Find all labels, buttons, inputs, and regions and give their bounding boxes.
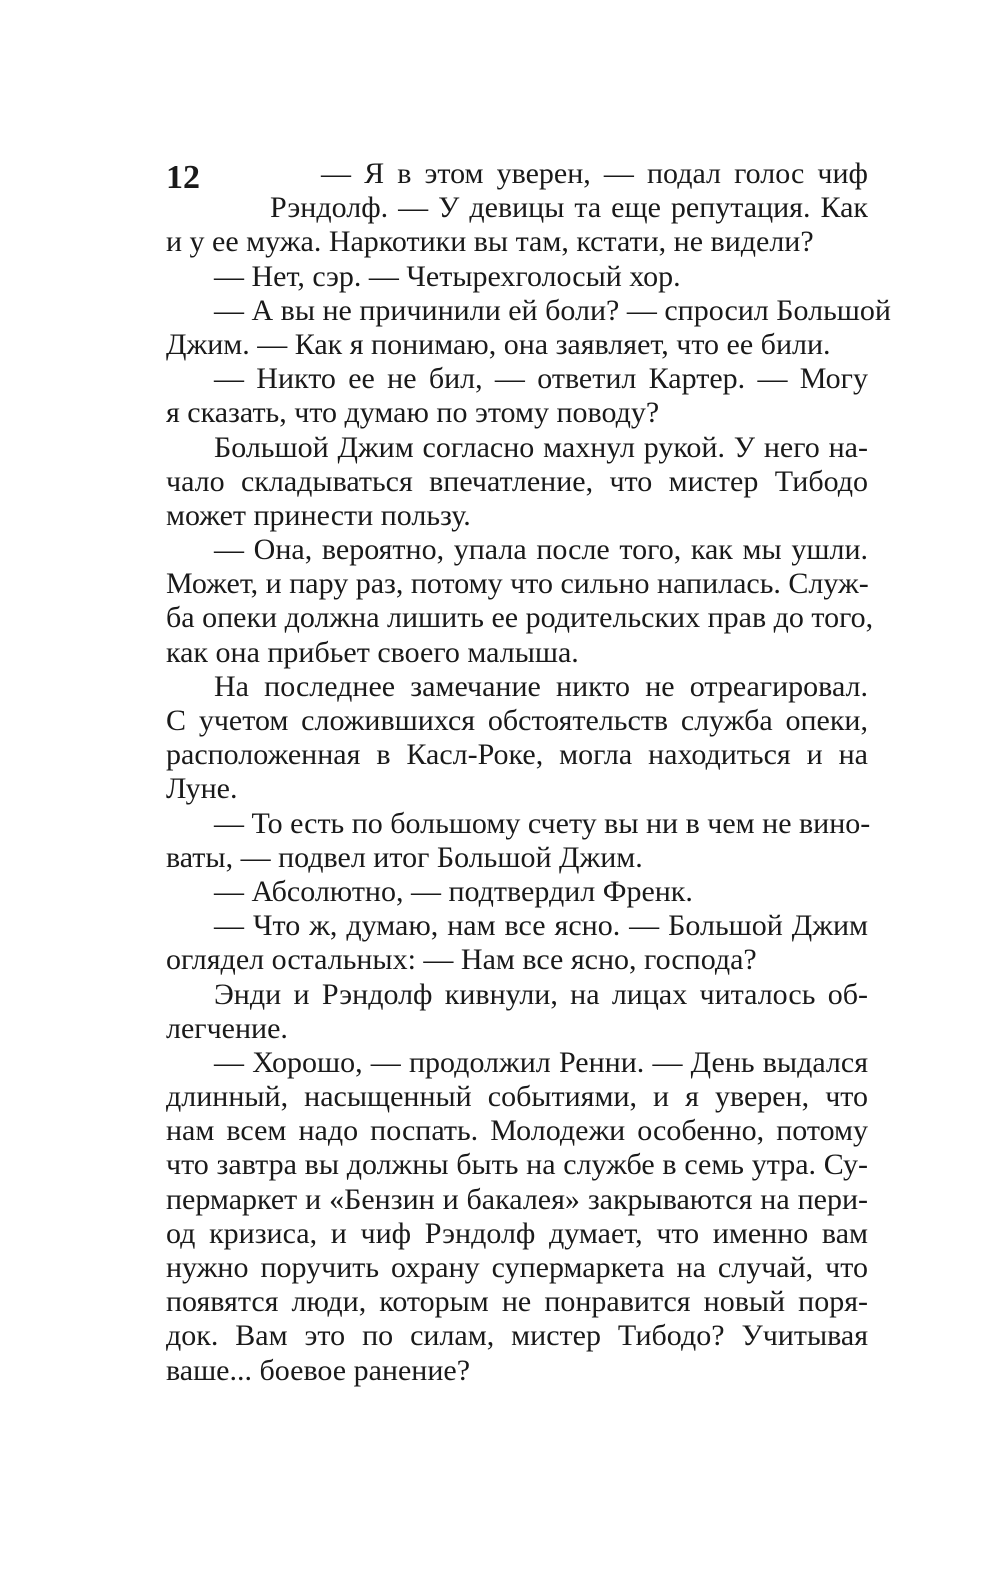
text-line: чало складываться впечатление, что мистер Тибодо	[166, 464, 868, 498]
text-line: нужно поручить охрану супермаркета на случай, что	[166, 1251, 868, 1284]
text-line: — Никто ее не бил, — ответил Картер. — Могу	[214, 362, 868, 396]
text-line: легчение.	[166, 1011, 288, 1045]
text-line: Энди и Рэндолф кивнули, на лицах читалось об-	[214, 977, 868, 1011]
text-line: появятся люди, которым не понравится новый поря-	[166, 1285, 868, 1319]
text-line: — Хорошо, — продолжил Ренни. — День выдался	[214, 1045, 868, 1079]
text-line: — То есть по большому счету вы ни в чем не вино-	[214, 806, 871, 840]
text-line: нам всем надо поспать. Молодежи особенно, потому	[166, 1114, 868, 1148]
text-line: может принести пользу.	[166, 498, 471, 532]
text-line: — Абсолютно, — подтвердил Френк.	[214, 874, 693, 908]
body-text	[166, 157, 891, 1388]
text-line: я сказать, что думаю по этому поводу?	[166, 396, 660, 430]
text-line: ваше... боевое ранение?	[166, 1353, 471, 1387]
text-line: длинный, насыщенный событиями, и я уверен, что	[166, 1080, 868, 1114]
text-line: — А вы не причинили ей боли? — спросил Большой	[214, 293, 891, 327]
text-line: расположенная в Касл-Роке, могла находиться и на	[166, 738, 868, 772]
text-line: Луне.	[166, 772, 238, 806]
text-line: Может, и пару раз, потому что сильно напилась. Служ-	[166, 567, 869, 601]
text-line: ба опеки должна лишить ее родительских прав до того,	[166, 601, 874, 635]
text-line: — Что ж, думаю, нам все ясно. — Большой Джим	[214, 909, 868, 943]
text-line: ваты, — подвел итог Большой Джим.	[166, 840, 643, 874]
text-line: Большой Джим согласно махнул рукой. У него на-	[214, 430, 868, 464]
text-line: од кризиса, и чиф Рэндолф думает, что именно вам	[166, 1216, 868, 1250]
text-line: Рэндолф. — У девицы та еще репутация. Как	[270, 191, 868, 225]
text-line: что завтра вы должны быть на службе в семь утра. Су-	[166, 1148, 868, 1182]
text-line: и у ее мужа. Наркотики вы там, кстати, не видели?	[166, 225, 814, 259]
text-line: — Я в этом уверен, — подал голос чиф	[321, 157, 868, 190]
text-line: пермаркет и «Бензин и бакалея» закрываются на пери-	[166, 1182, 868, 1216]
text-line: Джим. — Как я понимаю, она заявляет, что ее били.	[166, 327, 831, 361]
text-line: оглядел остальных: — Нам все ясно, господа?	[166, 943, 757, 977]
text-line: как она прибьет своего малыша.	[166, 635, 579, 669]
text-line: На последнее замечание никто не отреагировал.	[214, 669, 868, 703]
text-line: С учетом сложившихся обстоятельств служба опеки,	[166, 704, 868, 737]
text-line: — Она, вероятно, упала после того, как мы ушли.	[214, 533, 868, 567]
text-line: — Нет, сэр. — Четырехголосый хор.	[214, 259, 681, 293]
page-number: 12	[166, 159, 200, 196]
text-line: док. Вам это по силам, мистер Тибодо? Учитывая	[166, 1319, 868, 1353]
